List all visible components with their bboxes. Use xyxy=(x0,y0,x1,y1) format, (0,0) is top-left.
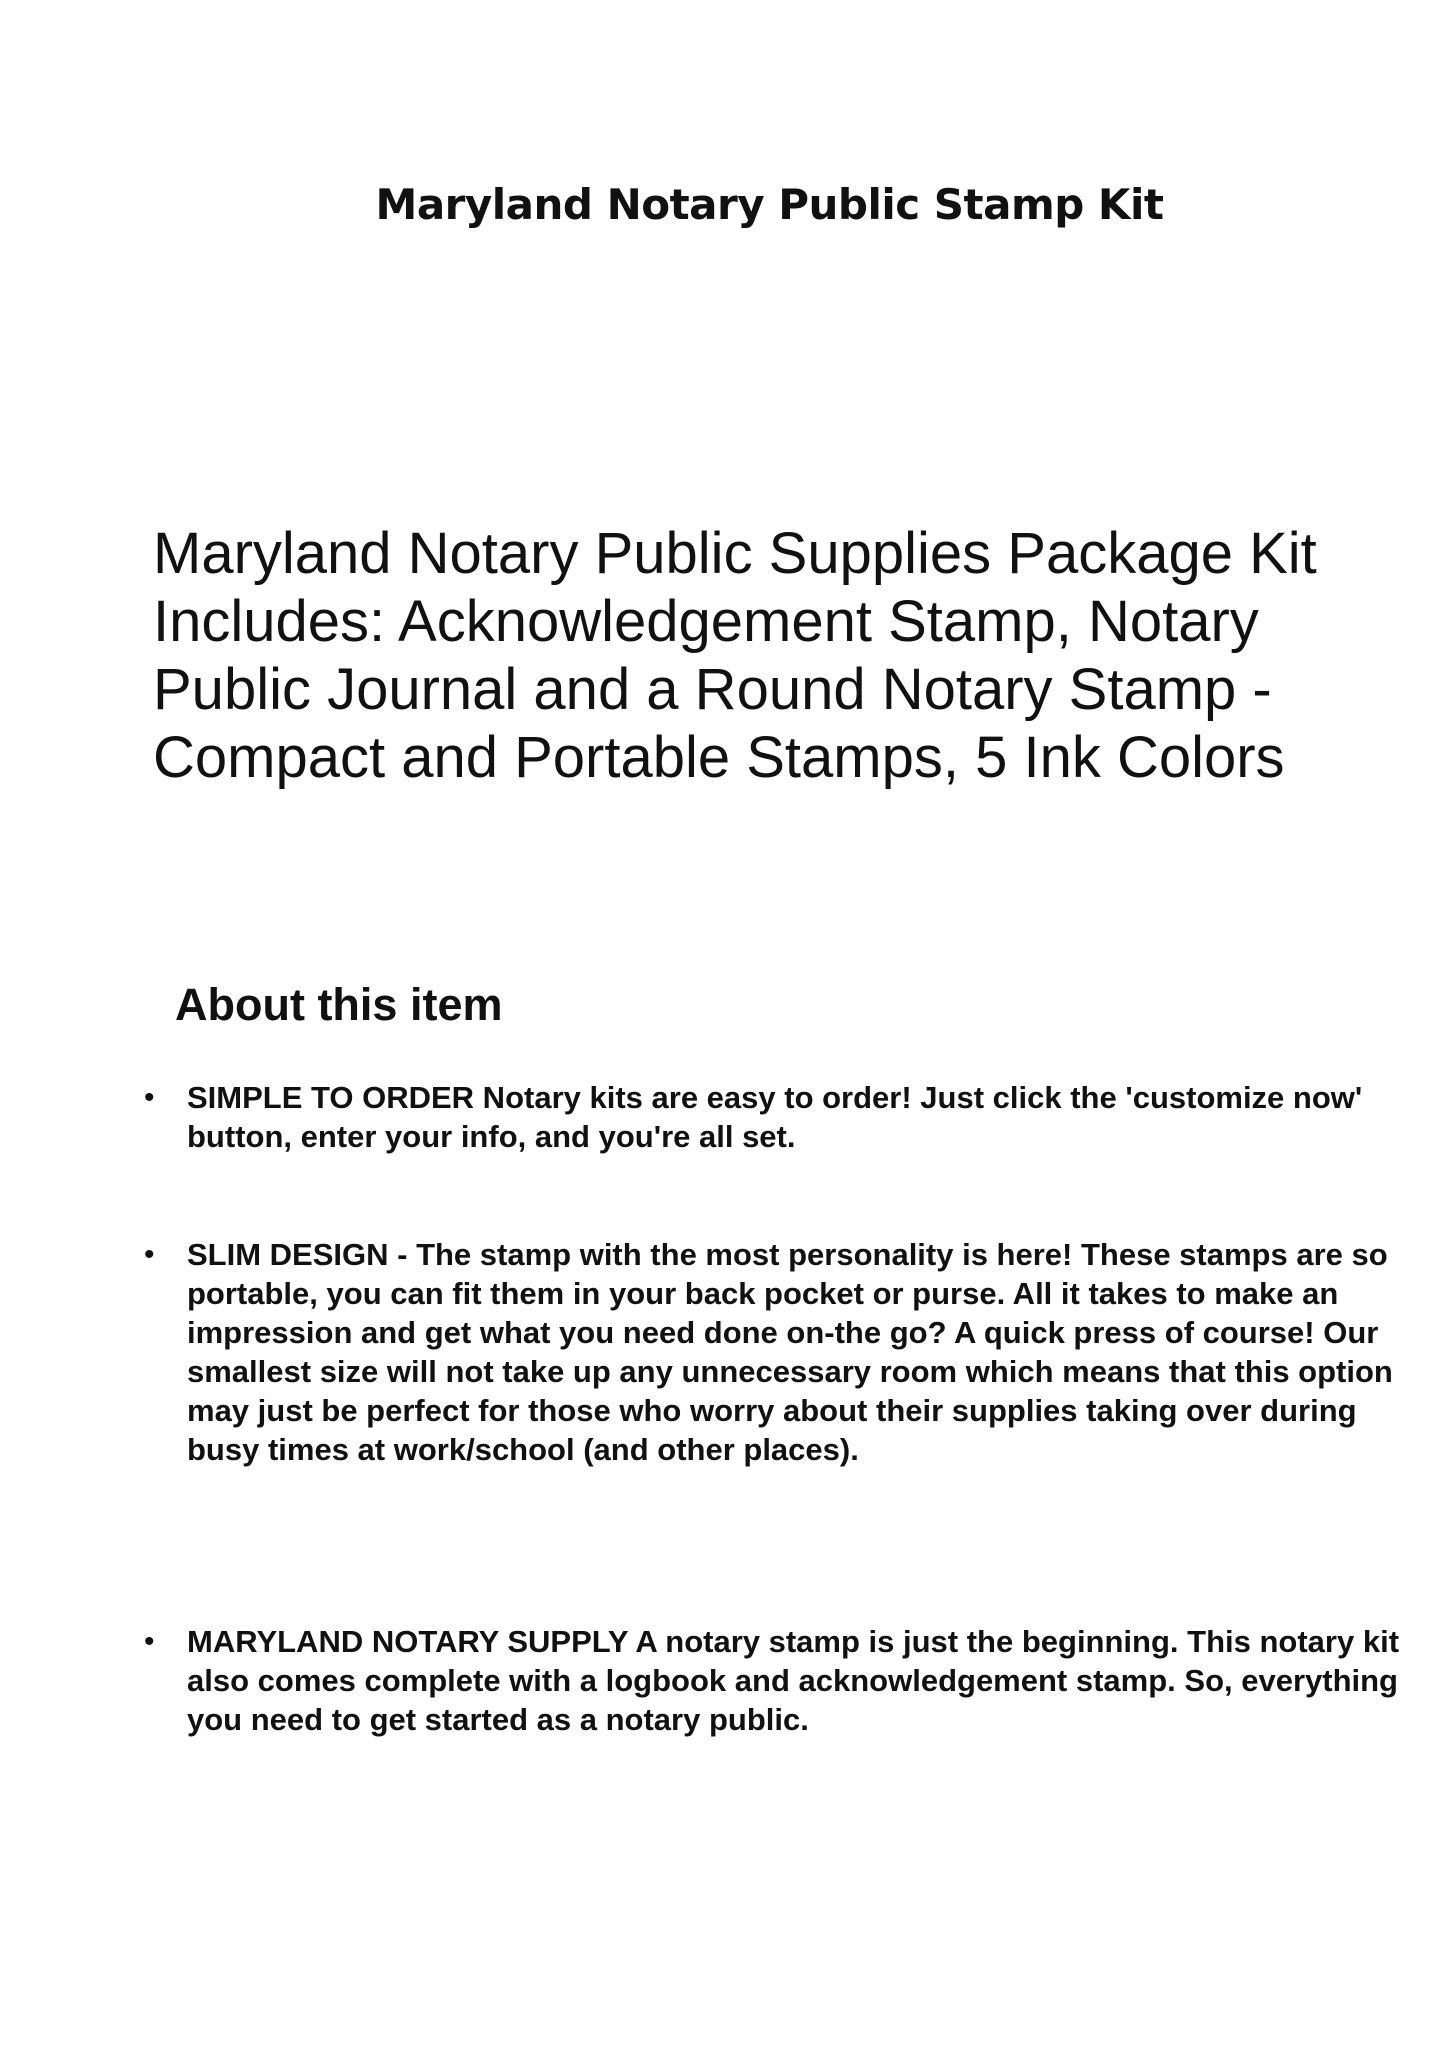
feature-bullet-text: MARYLAND NOTARY SUPPLY A notary stamp is just the beginning. This notary kit also comes complete with a logbook and acknowledgement stamp. So, everything you need to get started as a notary public. xyxy=(187,1624,1400,1737)
feature-bullet-text: SLIM DESIGN - The stamp with the most personality is here! These stamps are so portable, you can fit them in your back pocket or purse. All it takes to make an impression and get what you need done on-the go? A quick press of course! Our smallest size will not take up any unnecessary room which means that this option may just be perfect for those who worry about their supplies taking over during busy times at work/school (and other places). xyxy=(187,1237,1393,1467)
feature-bullet-item xyxy=(142,1078,1412,1156)
bullet-icon: • xyxy=(144,1625,155,1658)
product-title: Maryland Notary Public Supplies Package Kit Includes: Acknowledgement Stamp, Notary Public Journal and a Round Notary Stamp - Compact and Portable Stamps, 5 Ink Colors xyxy=(153,521,1317,790)
bullet-icon: • xyxy=(144,1081,155,1114)
feature-bullet-text: SIMPLE TO ORDER Notary kits are easy to order! Just click the 'customize now' button, enter your info, and you're all set. xyxy=(187,1080,1363,1154)
about-heading: About this item xyxy=(175,979,503,1030)
feature-bullet-item xyxy=(142,1622,1412,1739)
bullet-icon: • xyxy=(144,1238,155,1271)
document-title: Maryland Notary Public Stamp Kit xyxy=(375,180,1164,229)
feature-bullet-item xyxy=(142,1235,1412,1469)
